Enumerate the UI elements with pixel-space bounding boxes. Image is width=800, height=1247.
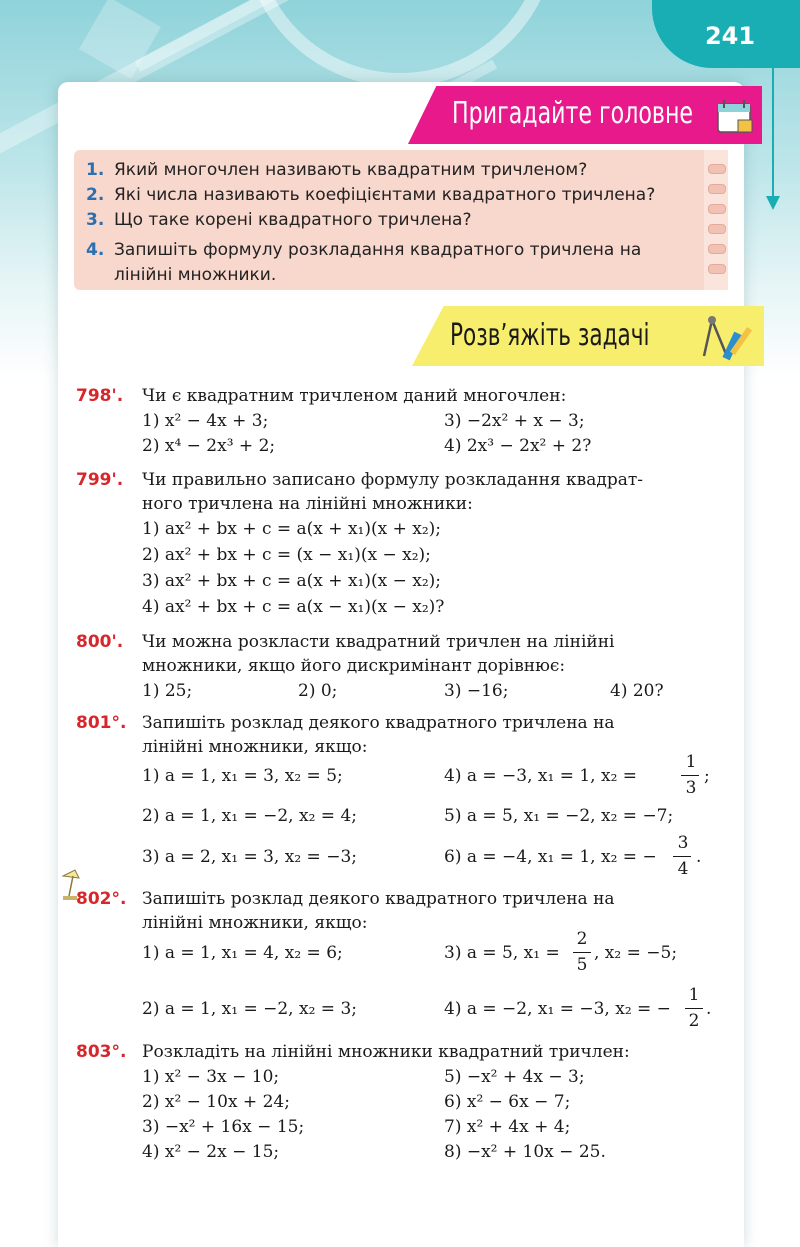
problem-798-text: Чи є квадратним тричленом даний многочлен: [142,386,567,406]
problem-799-item: 4) ax² + bx + c = a(x − x₁)(x − x₂)? [142,597,445,617]
problem-801-item: 6) a = −4, x₁ = 1, x₂ = − [444,847,657,867]
side-guide-line [772,40,774,200]
fraction-tail: . [696,847,702,867]
problem-number-802: 802°. [76,889,127,909]
review-question: 2. Які числа називають коефіцієнтами квадратного тричлена? [86,185,656,205]
problem-801-item: 3) a = 2, x₁ = 3, x₂ = −3; [142,847,357,867]
problem-803-item: 3) −x² + 16x − 15; [142,1117,305,1137]
fraction-tail: ; [704,766,710,786]
review-question: лінійні множники. [114,265,277,285]
tasks-title: Розв’яжіть задачі [450,318,650,353]
problem-number-803: 803°. [76,1042,127,1062]
problem-799-item: 3) ax² + bx + c = a(x + x₁)(x − x₂); [142,571,442,591]
problem-801-item: 5) a = 5, x₁ = −2, x₂ = −7; [444,806,674,826]
problem-802-text: Запишіть розклад деякого квадратного тричлена на [142,889,615,909]
problem-799-item: 1) ax² + bx + c = a(x + x₁)(x + x₂); [142,519,442,539]
notebook-spiral [704,150,728,290]
problem-802-item: 1) a = 1, x₁ = 4, x₂ = 6; [142,943,343,963]
problem-800-item: 2) 0; [298,681,338,701]
fraction-denominator: 4 [677,859,689,879]
fraction-denominator: 2 [688,1011,700,1031]
fraction-denominator: 3 [685,778,697,798]
fraction-numerator: 1 [685,752,697,772]
problem-803-item: 2) x² − 10x + 24; [142,1092,290,1112]
problem-800-text: множники, якщо його дискримінант дорівнює: [142,656,566,676]
fraction-numerator: 2 [576,929,588,949]
problem-800-item: 3) −16; [444,681,509,701]
problem-800-text: Чи можна розкласти квадратний тричлен на лінійні [142,632,615,652]
review-question: 4. Запишіть формулу розкладання квадратного тричлена на [86,240,642,260]
fraction-numerator: 3 [677,833,689,853]
problem-801-item: 1) a = 1, x₁ = 3, x₂ = 5; [142,766,343,786]
page-number: 241 [704,22,756,50]
problem-801-text: лінійні множники, якщо: [142,737,368,757]
problem-803-item: 6) x² − 6x − 7; [444,1092,571,1112]
problem-number-801: 801°. [76,713,127,733]
review-question: 1. Який многочлен називають квадратним тричленом? [86,160,588,180]
compass-icon [696,312,752,364]
problem-802-item: 4) a = −2, x₁ = −3, x₂ = − [444,999,671,1019]
problem-803-item: 7) x² + 4x + 4; [444,1117,571,1137]
problem-799-item: 2) ax² + bx + c = (x − x₁)(x − x₂); [142,545,431,565]
problem-801-item: 4) a = −3, x₁ = 1, x₂ = [444,766,638,786]
review-question: 3. Що таке корені квадратного тричлена? [86,210,472,230]
fraction-tail: , x₂ = −5; [594,943,678,963]
problem-801-item: 2) a = 1, x₁ = −2, x₂ = 4; [142,806,357,826]
problem-800-item: 1) 25; [142,681,193,701]
problem-803-item: 4) x² − 2x − 15; [142,1142,280,1162]
problem-number-798: 798'. [76,386,124,406]
problem-number-799: 799'. [76,470,124,490]
problem-800-item: 4) 20? [610,681,664,701]
problem-803-item: 8) −x² + 10x − 25. [444,1142,606,1162]
problem-803-item: 5) −x² + 4x − 3; [444,1067,585,1087]
fraction-tail: . [706,999,712,1019]
review-title: Пригадайте головне [452,96,694,131]
problem-798-item: 3) −2x² + x − 3; [444,411,585,431]
problem-801-text: Запишіть розклад деякого квадратного тричлена на [142,713,615,733]
problem-799-text: Чи правильно записано формулу розкладання квадрат- [142,470,644,490]
fraction-numerator: 1 [688,985,700,1005]
fraction-denominator: 5 [576,955,588,975]
arrow-down-icon [766,196,780,210]
problem-803-text: Розкладіть на лінійні множники квадратний тричлен: [142,1042,630,1062]
problem-799-text: ного тричлена на лінійні множники: [142,494,473,514]
calendar-icon [712,94,760,138]
problem-798-item: 2) x⁴ − 2x³ + 2; [142,436,276,456]
problem-number-800: 800'. [76,632,124,652]
problem-802-item: 2) a = 1, x₁ = −2, x₂ = 3; [142,999,357,1019]
problem-802-item: 3) a = 5, x₁ = [444,943,560,963]
problem-802-text: лінійні множники, якщо: [142,913,368,933]
problem-798-item: 1) x² − 4x + 3; [142,411,269,431]
problem-798-item: 4) 2x³ − 2x² + 2? [444,436,592,456]
problem-803-item: 1) x² − 3x − 10; [142,1067,280,1087]
